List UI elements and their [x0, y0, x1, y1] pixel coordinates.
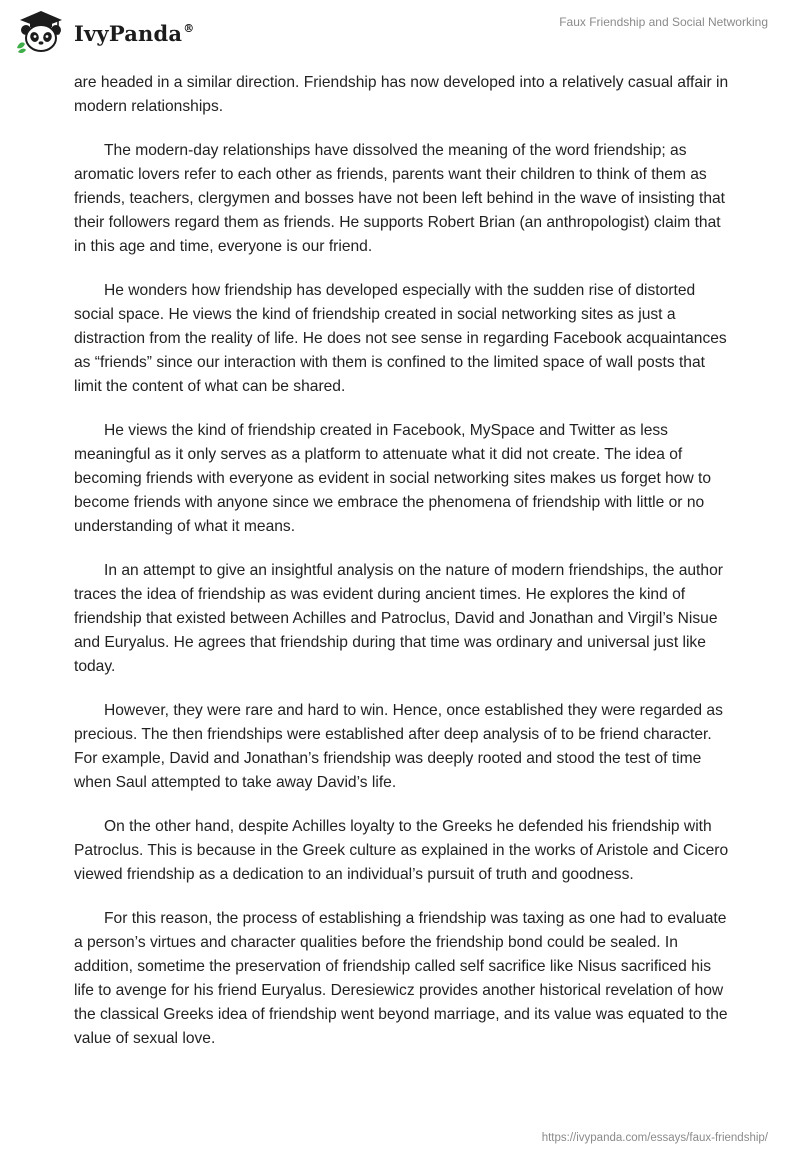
- panda-graduate-icon: [14, 8, 68, 54]
- paragraph: He views the kind of friendship created in Facebook, MySpace and Twitter as less meaningful as it only serves as a platform to attenuate what it did not create. The idea of becoming friends with everyone as evident in social networking sites makes us forget how to become friends with anyone since we embrace the phenomena of friendship with little or no understanding of what it means.: [74, 422, 712, 535]
- page-header: [0, 0, 800, 64]
- paragraph: In an attempt to give an insightful analysis on the nature of modern friendships, the author traces the idea of friendship as was evident during ancient times. He explores the kind of friendship that existed between Achilles and Patroclus, David and Jonathan and Virgil’s Nisue and Euryalus. He agrees that friendship during that time was ordinary and universal just like today.: [74, 562, 723, 675]
- paragraph: For this reason, the process of establishing a friendship was taxing as one had to evaluate a person’s virtues and character qualities before the friendship bond could be sealed. In addition, sometime the preservation of friendship called self sacrifice like Nisus sacrificed his life to avenge for his friend Euryalus. Deresiewicz provides another historical revelation of how the classical Greeks idea of friendship went beyond marriage, and its value was equated to the value of sexual love.: [74, 910, 728, 1047]
- paragraph: The modern-day relationships have dissolved the meaning of the word friendship; as aromatic lovers refer to each other as friends, parents want their children to think of them as friends, teachers, clergymen and bosses have not been left behind in the wave of insisting that their followers regard them as friends. He supports Robert Brian (an anthropologist) claim that in this age and time, everyone is our friend.: [74, 142, 726, 255]
- document-title: Faux Friendship and Social Networking: [559, 15, 768, 29]
- essay-body: [74, 71, 734, 1071]
- ivypanda-logo[interactable]: [14, 8, 194, 54]
- paragraph: are headed in a similar direction. Friendship has now developed into a relatively casual affair in modern relationships.: [74, 74, 729, 115]
- paragraph: On the other hand, despite Achilles loyalty to the Greeks he defended his friendship with Patroclus. This is because in the Greek culture as explained in the works of Aristole and Cicero viewed friendship as a dedication to an individual’s pursuit of truth and goodness.: [74, 818, 729, 883]
- paragraph: However, they were rare and hard to win. Hence, once established they were regarded as precious. The then friendships were established after deep analysis of to be friend character. For example, David and Jonathan’s friendship was deeply rooted and stood the test of time when Saul attempted to take away David’s life.: [74, 702, 723, 791]
- brand-name: IvyPanda®: [74, 20, 195, 46]
- registered-mark: ®: [183, 21, 195, 35]
- source-url-link[interactable]: https://ivypanda.com/essays/faux-friendship/: [541, 1132, 768, 1144]
- paragraph: He wonders how friendship has developed especially with the sudden rise of distorted social space. He views the kind of friendship created in social networking sites as just a distraction from the reality of life. He does not see sense in regarding Facebook acquaintances as “friends” since our interaction with them is confined to the limited space of wall posts that limit the content of what can be shared.: [74, 282, 727, 395]
